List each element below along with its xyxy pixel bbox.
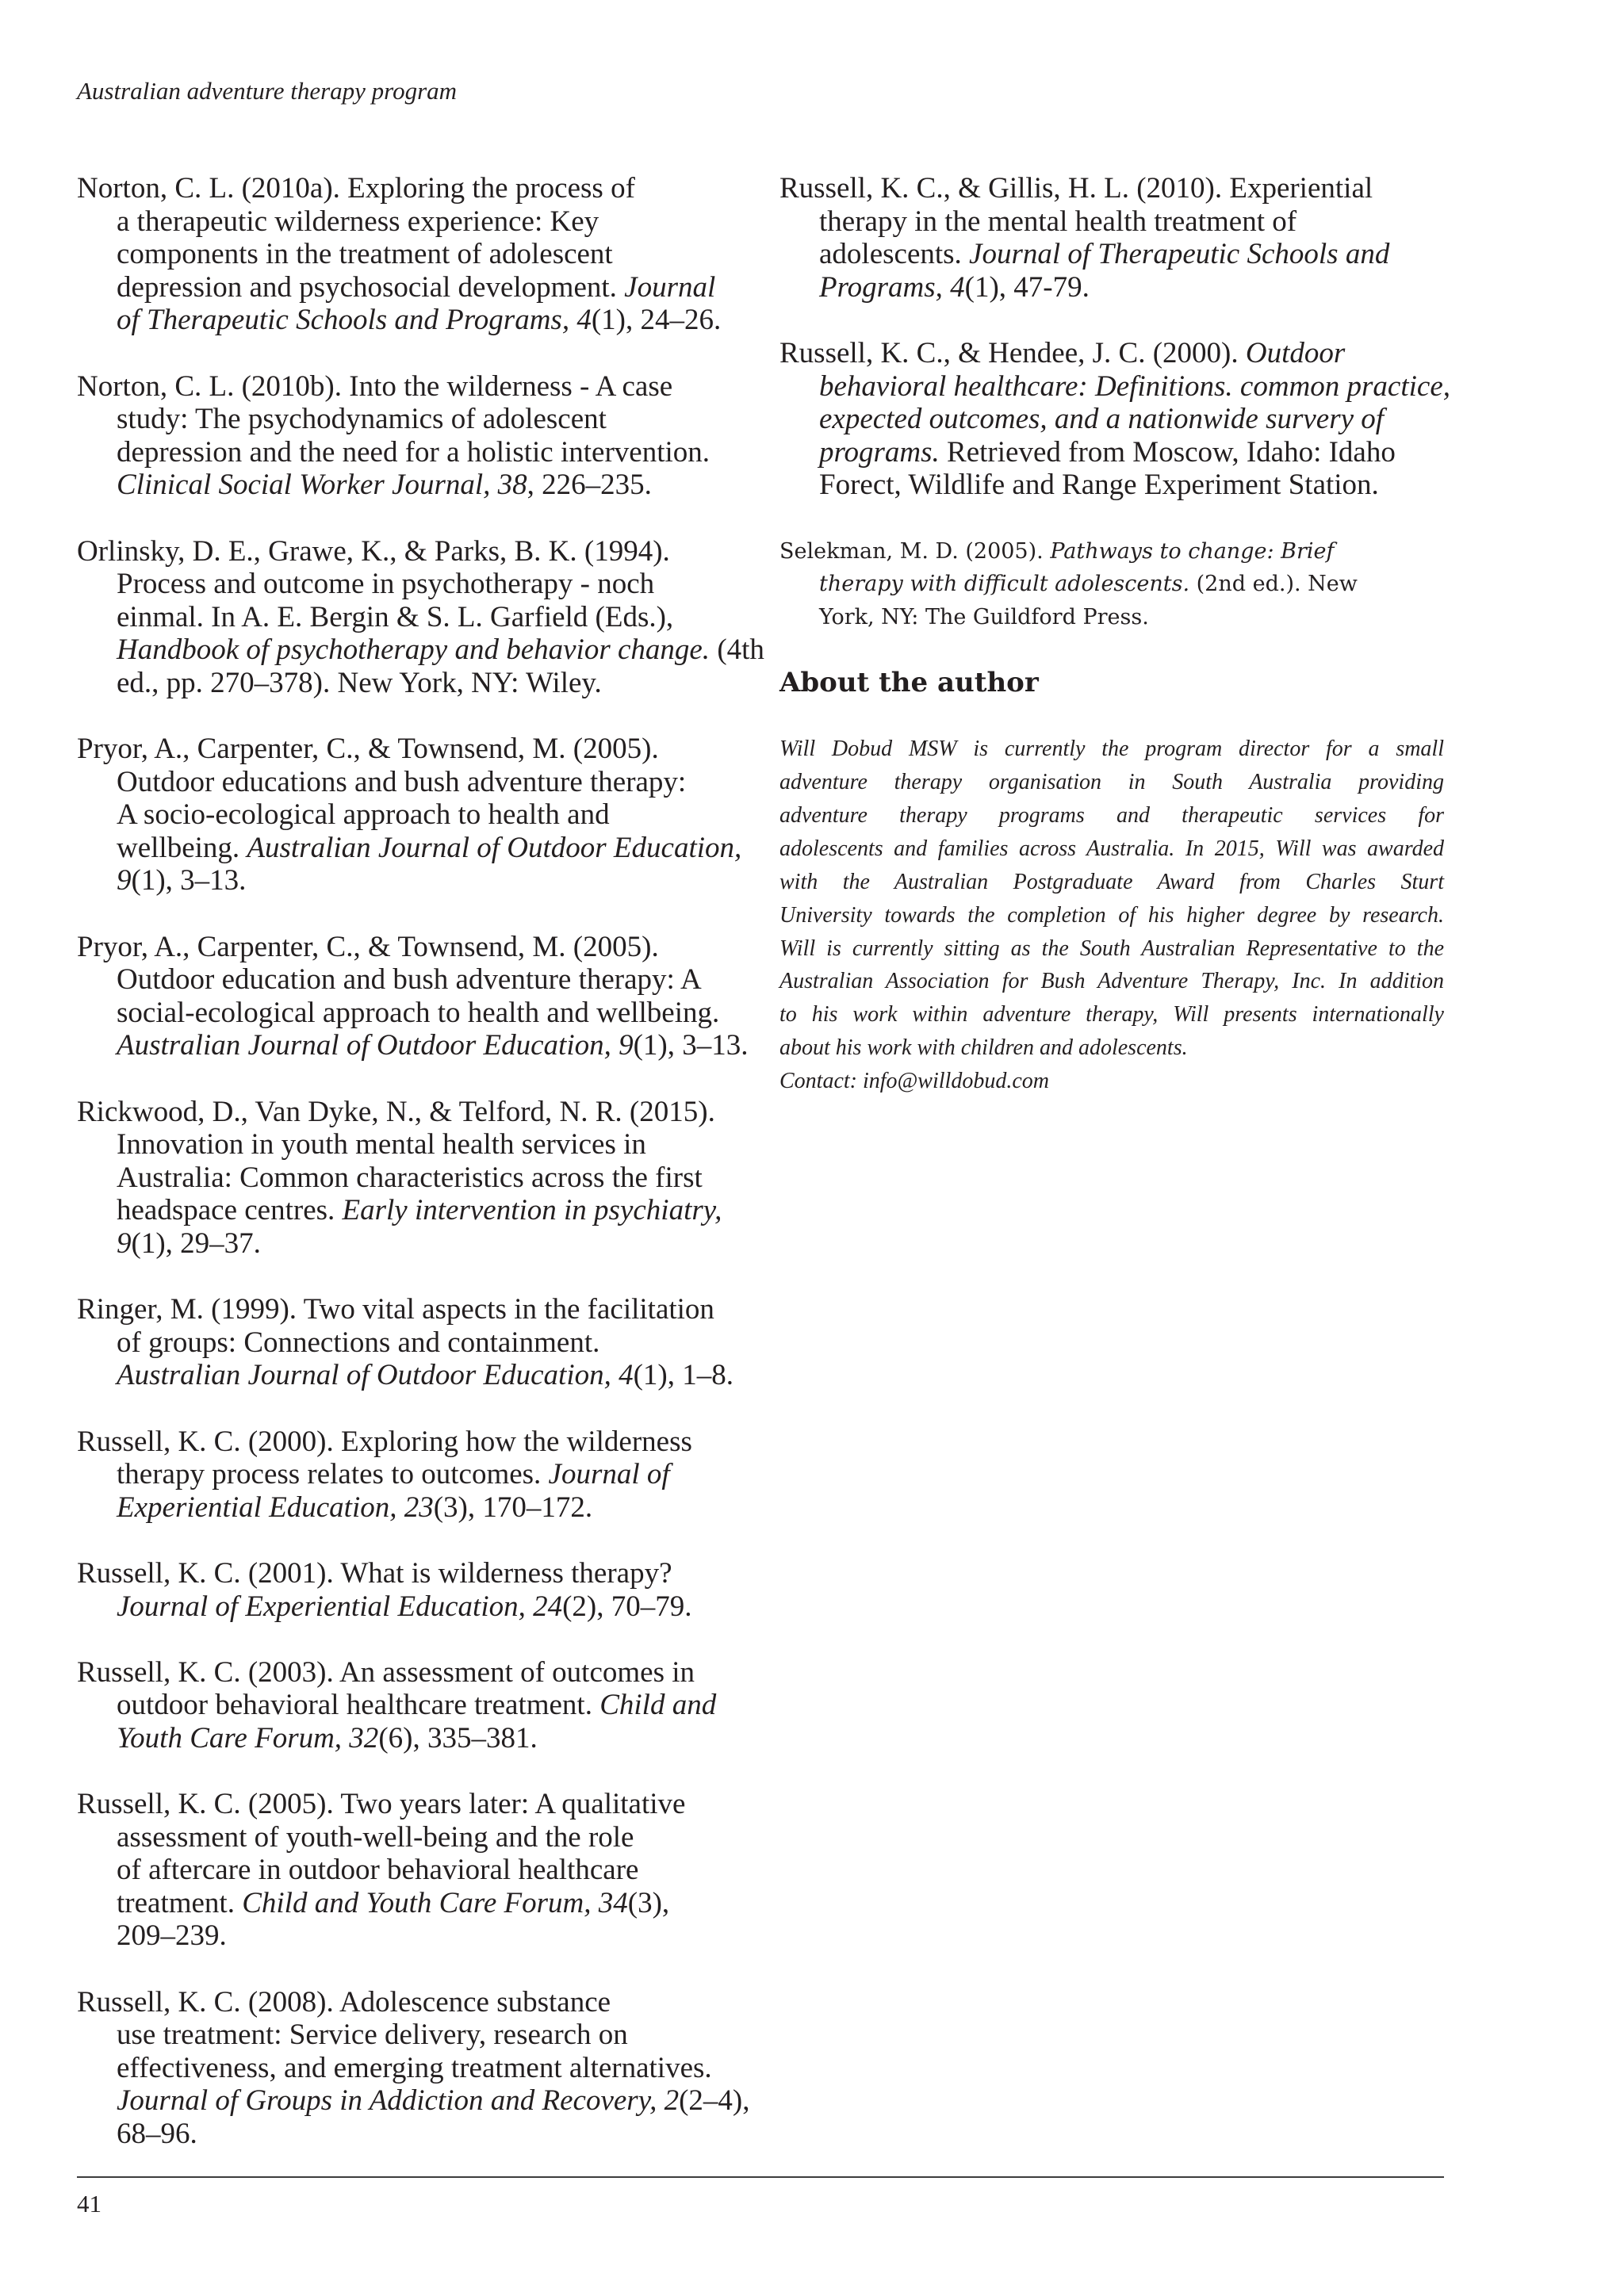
reference-line [77, 304, 743, 337]
running-header-title: Australian adventure therapy program [77, 77, 458, 105]
reference-line [77, 205, 743, 239]
reference-line [77, 1029, 749, 1062]
reference-text: Norton, C. L. (2010b). Into the wilderness - A case [77, 369, 673, 403]
reference-text: 209–239. [117, 1919, 227, 1953]
reference-text: (4th [710, 633, 764, 667]
reference-line [77, 1458, 743, 1491]
reference-italic-text: 9 [117, 864, 132, 897]
reference-text: of aftercare in outdoor behavioral healthcare [117, 1854, 639, 1887]
reference-text: therapy process relates to outcomes. [117, 1458, 549, 1491]
reference-line [77, 1854, 743, 1887]
reference-text: (2–4), [679, 2084, 750, 2118]
about-author-line: Will Dobud MSW is currently the program director for a small [779, 737, 1444, 762]
reference-entry [779, 535, 1446, 634]
reference-text: Rickwood, D., Van Dyke, N., & Telford, N. R. (2015). [77, 1095, 715, 1128]
reference-entry [77, 1557, 743, 1623]
reference-line [77, 1689, 743, 1722]
reference-text: a therapeutic wilderness experience: Key [117, 205, 599, 238]
reference-text: Russell, K. C., & Hendee, J. C. (2000). [779, 336, 1246, 369]
reference-entry [77, 733, 743, 897]
reference-entry [77, 1096, 743, 1261]
reference-text: , 226–235. [527, 469, 652, 502]
reference-line [779, 469, 1446, 502]
reference-text: Outdoor education and bush adventure therapy: A [117, 963, 702, 997]
reference-text: Russell, K. C. (2005). Two years later: A qualitative [77, 1788, 686, 1821]
reference-line [77, 1821, 743, 1854]
reference-italic-text: Handbook of psychotherapy and behavior change. [117, 633, 710, 667]
reference-text: 68–96. [117, 2118, 197, 2151]
reference-line [77, 1161, 743, 1195]
reference-line [779, 436, 1446, 469]
reference-line [77, 864, 743, 897]
about-author-line: with the Australian Postgraduate Award from Charles Sturt [779, 869, 1444, 894]
reference-line [77, 1359, 743, 1392]
reference-line [77, 1919, 743, 1953]
reference-text: Pryor, A., Carpenter, C., & Townsend, M. (2005). [77, 930, 659, 963]
reference-line [77, 469, 743, 502]
about-author-line: Australian Association for Bush Adventure Therapy, Inc. In addition [779, 969, 1444, 994]
about-author-line: University towards the completion of his higher degree by research. [779, 902, 1444, 928]
reference-text: use treatment: Service delivery, research on [117, 2019, 628, 2052]
reference-text: effectiveness, and emerging treatment alternatives. [117, 2051, 712, 2084]
reference-line [77, 601, 743, 634]
reference-line [77, 832, 743, 865]
reference-entry [77, 1293, 743, 1392]
about-author-heading: About the author [779, 666, 1039, 698]
reference-line [77, 633, 764, 667]
about-author-line: adventure therapy organisation in South Australia providing [779, 770, 1444, 794]
reference-text: components in the treatment of adolescent [117, 238, 613, 271]
reference-line [77, 172, 743, 205]
reference-text: einmal. In A. E. Bergin & S. L. Garfield (Eds.), [117, 600, 674, 633]
reference-line [779, 403, 1446, 436]
reference-text: Russell, K. C. (2008). Adolescence substance [77, 1985, 611, 2019]
reference-italic-text: Journal of Therapeutic Schools and [969, 238, 1390, 271]
reference-text: (6), 335–381. [378, 1721, 538, 1755]
reference-italic-text: Child and Youth Care Forum, 34 [242, 1886, 628, 1919]
reference-line [77, 568, 743, 601]
reference-text: (1), 3–13. [633, 1029, 749, 1062]
reference-entry [77, 534, 764, 700]
about-author-line: adventure therapy programs and therapeutic services for [779, 802, 1444, 828]
reference-line [77, 1425, 743, 1459]
reference-italic-text: 9 [117, 1227, 132, 1260]
reference-text: (2nd ed.). New [1189, 572, 1358, 597]
reference-text: (1), 47-79. [964, 270, 1090, 304]
reference-line [77, 1590, 743, 1624]
reference-entry [77, 930, 749, 1062]
reference-line [77, 271, 743, 304]
right-column [779, 172, 1451, 1098]
reference-text: depression and the need for a holistic intervention. [117, 435, 710, 469]
reference-line [779, 205, 1446, 239]
reference-text: Australia: Common characteristics across the first [117, 1161, 703, 1194]
reference-italic-text: Journal of Experiential Education, 24 [117, 1590, 563, 1623]
reference-italic-text: Experiential Education, 23 [117, 1490, 434, 1524]
reference-entry [77, 1788, 743, 1953]
reference-text: Process and outcome in psychotherapy - noch [117, 568, 655, 601]
reference-line [77, 238, 743, 271]
reference-text: assessment of youth-well-being and the role [117, 1820, 634, 1854]
reference-italic-text: Australian Journal of Outdoor Education, 9 [117, 1029, 634, 1062]
reference-text: Retrieved from Moscow, Idaho: Idaho [939, 435, 1396, 469]
reference-line [77, 403, 743, 436]
reference-text: depression and psychosocial development. [117, 270, 625, 304]
reference-line [77, 1557, 743, 1590]
reference-line [77, 535, 743, 568]
reference-italic-text: Australian Journal of Outdoor Education, [247, 831, 742, 864]
footer-rule [77, 2176, 1444, 2178]
reference-line [77, 963, 743, 997]
reference-line [77, 1227, 743, 1261]
reference-line [779, 568, 1446, 601]
reference-line [779, 535, 1446, 568]
reference-line [77, 1293, 743, 1326]
reference-text: wellbeing. [117, 831, 247, 864]
reference-text: Pryor, A., Carpenter, C., & Townsend, M. (2005). [77, 733, 659, 766]
reference-line [77, 1096, 743, 1129]
reference-text: (1), 24–26. [591, 304, 722, 337]
reference-entry [779, 172, 1446, 304]
reference-line [77, 931, 743, 964]
reference-line [77, 798, 743, 832]
reference-text: headspace centres. [117, 1194, 343, 1227]
reference-line [77, 667, 743, 700]
reference-line [77, 436, 743, 469]
reference-line [77, 1656, 743, 1689]
reference-text: Russell, K. C., & Gillis, H. L. (2010). Experiential [779, 172, 1373, 205]
reference-italic-text: Journal of Groups in Addiction and Recovery, 2 [117, 2084, 680, 2118]
reference-italic-text: Australian Journal of Outdoor Education, 4 [117, 1359, 634, 1392]
reference-italic-text: Youth Care Forum, 32 [117, 1721, 379, 1755]
reference-line [77, 997, 743, 1030]
reference-line [77, 2118, 743, 2151]
reference-italic-text: Child and [599, 1689, 717, 1722]
reference-line [77, 1887, 743, 1920]
reference-text: Innovation in youth mental health services in [117, 1128, 646, 1161]
reference-italic-text: expected outcomes, and a nationwide survery of [819, 403, 1385, 436]
reference-italic-text: Clinical Social Worker Journal, 38 [117, 469, 527, 502]
reference-italic-text: Pathways to change: Brief [1050, 538, 1335, 564]
reference-line [77, 1194, 743, 1227]
reference-line [779, 369, 1451, 404]
reference-italic-text: behavioral healthcare: Definitions. common practice, [819, 369, 1451, 403]
reference-line [77, 2084, 750, 2118]
page-number: 41 [77, 2190, 102, 2218]
about-author-line: about his work with children and adolescents. [779, 1035, 1188, 1061]
reference-text: Norton, C. L. (2010a). Exploring the process of [77, 172, 635, 205]
reference-line [77, 1491, 743, 1525]
reference-text: ed., pp. 270–378). New York, NY: Wiley. [117, 666, 602, 699]
reference-text: (1), 3–13. [131, 864, 247, 897]
reference-line [77, 1128, 743, 1161]
author-contact: Contact: info@willdobud.com [779, 1069, 1049, 1094]
reference-text: (3), [627, 1886, 670, 1919]
reference-text: social-ecological approach to health and wellbeing. [117, 996, 720, 1029]
reference-italic-text: Journal of [548, 1458, 670, 1491]
reference-line [779, 172, 1446, 205]
reference-text: Outdoor educations and bush adventure therapy: [117, 765, 687, 798]
reference-text: York, NY: The Guildford Press. [819, 604, 1149, 629]
reference-text: Russell, K. C. (2003). An assessment of outcomes in [77, 1655, 695, 1689]
reference-text: A socio-ecological approach to health and [117, 798, 610, 832]
reference-line [77, 733, 743, 766]
reference-italic-text: Outdoor [1245, 336, 1346, 369]
reference-line [77, 766, 743, 799]
reference-entry [77, 1656, 743, 1755]
reference-text: Ringer, M. (1999). Two vital aspects in the facilitation [77, 1293, 714, 1326]
reference-line [77, 2019, 743, 2052]
reference-italic-text: programs. [819, 435, 940, 469]
reference-entry [77, 370, 743, 502]
reference-text: Russell, K. C. (2001). What is wilderness therapy? [77, 1556, 672, 1590]
reference-text: Orlinsky, D. E., Grawe, K., & Parks, B. K. (1994). [77, 534, 670, 568]
reference-line [779, 337, 1446, 370]
reference-text: of groups: Connections and containment. [117, 1326, 600, 1359]
references-left-column [77, 172, 764, 2183]
about-author-line: Will is currently sitting as the South Australian Representative to the [779, 936, 1444, 961]
reference-line [77, 370, 743, 404]
reference-text: Russell, K. C. (2000). Exploring how the wilderness [77, 1425, 692, 1458]
reference-text: (3), 170–172. [433, 1490, 593, 1524]
reference-line [779, 601, 1446, 634]
reference-entry [77, 1425, 743, 1525]
reference-italic-text: Journal [624, 270, 716, 304]
reference-text: study: The psychodynamics of adolescent [117, 403, 607, 436]
reference-text: therapy in the mental health treatment of [819, 205, 1297, 238]
reference-italic-text: Early intervention in psychiatry, [342, 1194, 722, 1227]
reference-italic-text: therapy with difficult adolescents. [819, 572, 1190, 597]
reference-text: treatment. [117, 1886, 243, 1919]
reference-entry [779, 336, 1451, 502]
reference-entry [77, 172, 743, 337]
references-right-column [779, 172, 1451, 633]
about-author-line: adolescents and families across Australia. In 2015, Will was awarded [779, 836, 1444, 861]
reference-line [77, 1986, 743, 2019]
reference-entry [77, 1985, 750, 2151]
reference-text: (2), 70–79. [562, 1590, 692, 1623]
reference-text: (1), 1–8. [633, 1359, 734, 1392]
about-author-line: to his work within adventure therapy, Will presents internationally [779, 1002, 1444, 1027]
reference-line [77, 1326, 743, 1360]
reference-line [77, 1788, 743, 1821]
reference-line [779, 238, 1446, 271]
reference-text: outdoor behavioral healthcare treatment. [117, 1689, 600, 1722]
reference-text: Selekman, M. D. (2005). [779, 538, 1051, 564]
reference-text: adolescents. [819, 238, 970, 271]
reference-text: Forect, Wildlife and Range Experiment Station. [819, 469, 1379, 502]
reference-line [77, 2052, 743, 2085]
reference-line [77, 1722, 743, 1755]
about-author-body [779, 733, 1444, 1098]
reference-text: (1), 29–37. [131, 1227, 261, 1260]
reference-line [779, 271, 1446, 304]
reference-italic-text: of Therapeutic Schools and Programs, 4 [117, 304, 592, 337]
reference-italic-text: Programs, 4 [819, 270, 965, 304]
